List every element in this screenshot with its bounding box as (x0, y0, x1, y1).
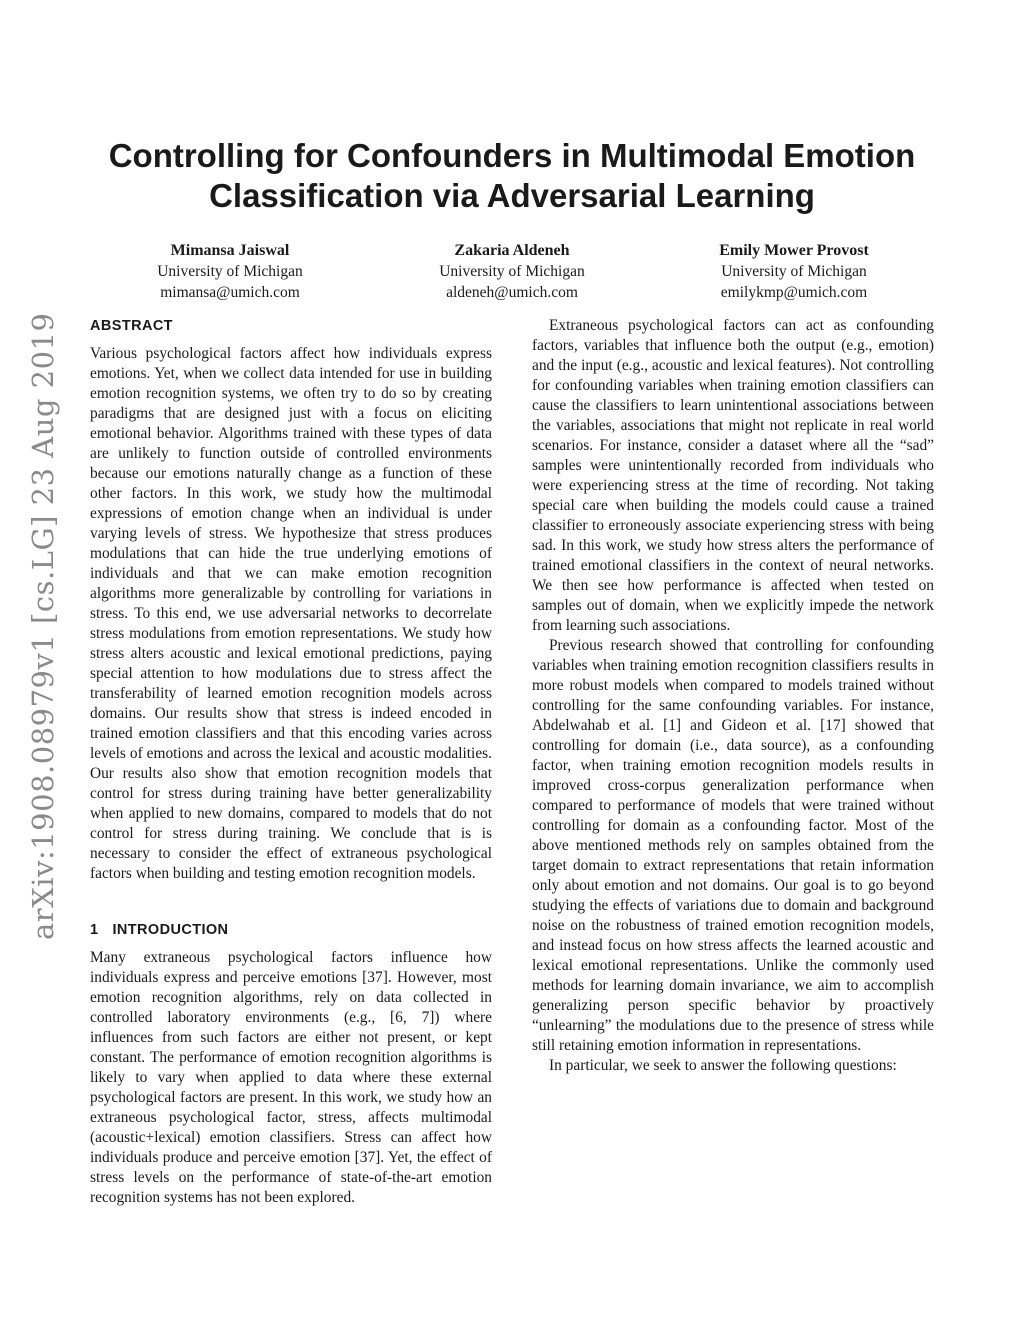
right-column (532, 316, 934, 1076)
abstract-heading: ABSTRACT (90, 318, 173, 334)
author-affiliation: University of Michigan (157, 263, 303, 280)
author-email[interactable]: mimansa@umich.com (160, 284, 300, 301)
intro-paragraph-2: Extraneous psychological factors can act as confounding factors, variables that influence both the output (e.g., emotion) and the input (e.g., acoustic and lexical features). Not controlling for confounding variables when training emotion classifiers can cause the classifiers to learn unintentional associations between the variables, associations that might not replicate in real world scenarios. For instance, consider a dataset where all the “sad” samples were unintentionally recorded from individuals who were experiencing stress at the time of recording. Not taking special care when building the models could cause a trained classifier to erroneously associate experiencing stress with being sad. In this work, we study how stress alters the performance of trained emotional classifiers in the context of neural networks. We then see how performance is affected when tested on samples out of domain, when we explicitly impede the network from learning such associations. (532, 317, 934, 634)
section-title: INTRODUCTION (112, 922, 229, 938)
abstract-text: Various psychological factors affect how individuals express emotions. Yet, when we collect data intended for use in building emotion recognition systems, we often try to do so by creating paradigms that are designed just with a focus on eliciting emotional behavior. Algorithms trained with these types of data are unlikely to function outside of controlled environments because our emotions naturally change as a function of these other factors. In this work, we study how the multimodal expressions of emotion change when an individual is under varying levels of stress. We hypothesize that stress produces modulations that can hide the true underlying emotions of individuals and that we can make emotion recognition algorithms more generalizable by controlling for variations in stress. To this end, we use adversarial networks to decorrelate stress modulations from emotion representations. We study how stress alters acoustic and lexical emotional predictions, paying special attention to how modulations due to stress affect the transferability of learned emotion recognition models across domains. Our results show that stress is indeed encoded in trained emotion classifiers and that this encoding varies across levels of emotions and across the lexical and acoustic modalities. Our results also show that emotion recognition models that control for stress during training have better generalizability when applied to new domains, compared to models that do not control for stress during training. We conclude that is is necessary to consider the effect of extraneous psychological factors when building and testing emotion recognition models. (90, 345, 492, 882)
left-column (90, 316, 492, 1208)
author-3 (664, 240, 924, 303)
intro-paragraph-1: Many extraneous psychological factors influence how individuals express and perceive emotions [37]. However, most emotion recognition algorithms, rely on data collected in controlled laboratory environments (e.g., [6, 7]) where influences from such factors are either not present, or kept constant. The performance of emotion recognition algorithms is likely to vary when applied to data where these external psychological factors are present. In this work, we study how an extraneous psychological factor, stress, affects multimodal (acoustic+lexical) emotion classifiers. Stress can affect how individuals produce and perceive emotion [37]. Yet, the effect of stress levels on the performance of state-of-the-art emotion recognition systems has not been explored. (90, 949, 492, 1206)
author-1 (100, 240, 360, 303)
author-name: Mimansa Jaiswal (170, 242, 290, 259)
intro-paragraph-4: In particular, we seek to answer the following questions: (549, 1057, 897, 1074)
paper-title: Controlling for Confounders in Multimodal Emotion Classification via Adversarial Learning (108, 137, 916, 214)
author-2 (382, 240, 642, 303)
section-number: 1 (90, 922, 99, 938)
author-name: Emily Mower Provost (719, 242, 869, 259)
author-email[interactable]: aldeneh@umich.com (446, 284, 578, 301)
intro-paragraph-3: Previous research showed that controlling for confounding variables when training emotion recognition classifiers results in more robust models when compared to models trained without controlling for the same confounding variables. For instance, Abdelwahab et al. [1] and Gideon et al. [17] showed that controlling for domain (i.e., data source), as a confounding factor, when training emotion recognition models results in improved cross-corpus generalization performance when compared to performance of models that were trained without controlling for domain as a confounding factor. Most of the above mentioned methods rely on samples obtained from the target domain to extract representations that retain information only about emotion and not domains. Our goal is to go beyond studying the effects of variations due to domain and background noise on the robustness of trained emotion recognition models, and instead focus on how stress affects the learned acoustic and lexical emotional representations. Unlike the commonly used methods for learning domain invariance, we aim to accomplish generalizing person specific behavior by proactively “unlearning” the modulations due to the presence of stress while still retaining emotion information in representations. (532, 637, 934, 1054)
author-block (100, 240, 924, 303)
arxiv-identifier[interactable]: arXiv:1908.08979v1 [cs.LG] 23 Aug 2019 (26, 312, 60, 940)
introduction-heading (90, 920, 492, 940)
author-email[interactable]: emilykmp@umich.com (720, 284, 868, 301)
author-name: Zakaria Aldeneh (454, 242, 570, 259)
author-affiliation: University of Michigan (439, 263, 585, 280)
author-affiliation: University of Michigan (721, 263, 867, 280)
